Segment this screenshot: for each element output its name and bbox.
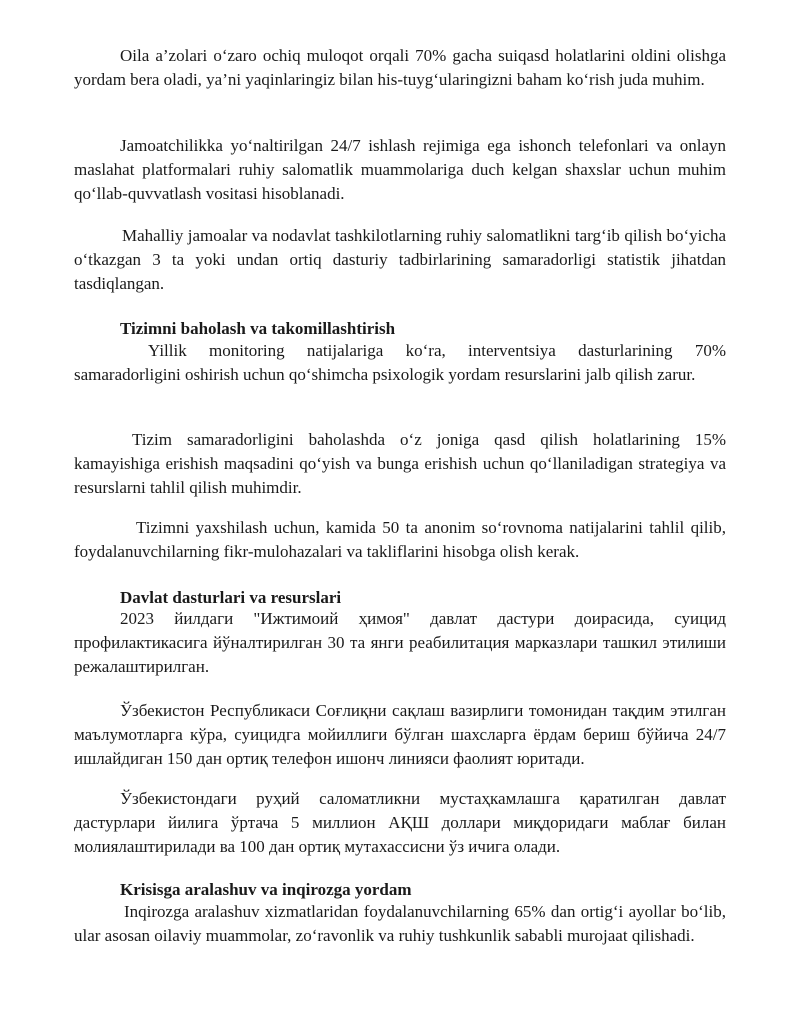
heading-system-evaluation: Tizimni baholash va takomillashtirish — [120, 319, 396, 338]
paragraph-crisis-service-users: Inqirozga aralashuv xizmatlaridan foydalanuvchilarning 65% dan ortig‘i ayollar bo‘lib, ular asosan oilaviy muammolar, zo‘ravonlik va ruhiy tushkunlik sababli murojaat qilishadi. — [74, 902, 726, 945]
paragraph-social-protection-program: 2023 йилдаги "Ижтимоий ҳимоя" давлат дастури доирасида, суицид профилактикасига йўналтирилган 30 та янги реабилитация марказлари ташкил этилиши режалаштирилган. — [74, 609, 726, 676]
heading-crisis-intervention: Krisisga aralashuv va inqirozga yordam — [120, 880, 412, 899]
paragraph-annual-monitoring: Yillik monitoring natijalariga ko‘ra, interventsiya dasturlarining 70% samaradorligini oshirish uchun qo‘shimcha psixologik yordam resurslarini jalb qilish zarur. — [74, 341, 726, 384]
heading-state-programs: Davlat dasturlari va resurslari — [120, 588, 342, 607]
paragraph-community-programs: Mahalliy jamoalar va nodavlat tashkilotlarning ruhiy salomatlikni targ‘ib qilish bo‘yicha o‘tkazgan 3 ta yoki undan ortiq dasturiy tadbirlarining samaradorligi statistik jihatdan tasdiqlangan. — [74, 226, 726, 293]
paragraph-family-communication: Oila a’zolari o‘zaro ochiq muloqot orqali 70% gacha suiqasd holatlarini oldini olishga yordam bera oladi, ya’ni yaqinlaringiz bilan his-tuyg‘ularingizni baham ko‘rish juda muhim. — [74, 46, 726, 89]
paragraph-effectiveness-assessment: Tizim samaradorligini baholashda o‘z joniga qasd qilish holatlarining 15% kamayishiga erishish maqsadini qo‘yish va bunga erishish uchun qo‘llaniladigan strategiya va resurslarni tahlil qilish muhimdir. — [74, 430, 726, 497]
paragraph-hotlines: Jamoatchilikka yo‘naltirilgan 24/7 ishlash rejimiga ega ishonch telefonlari va onlayn maslahat platformalari ruhiy salomatlik muammolariga duch kelgan shaxslar uchun muhim qo‘llab-quvvatlash vositasi hisoblanadi. — [74, 136, 726, 203]
paragraph-system-improvement: Tizimni yaxshilash uchun, kamida 50 ta anonim so‘rovnoma natijalarini tahlil qilib, foydalanuvchilarning fikr-mulohazalari va takliflarini hisobga olish kerak. — [74, 518, 726, 561]
paragraph-ministry-data: Ўзбекистон Республикаси Соғлиқни сақлаш вазирлиги томонидан тақдим этилган маълумотларга кўра, суицидга мойиллиги бўлган шахсларга ёрдам бериш бўйича 24/7 ишлайдиган 150 дан ортиқ телефон ишонч линияси фаолият юритади. — [74, 701, 726, 768]
paragraph-mental-health-funding: Ўзбекистондаги руҳий саломатликни мустаҳкамлашга қаратилган давлат дастурлари йилига ўртача 5 миллион АҚШ доллари миқдоридаги маблағ билан молиялаштирилади ва 100 дан ортиқ мутахассисни ўз ичига олади. — [74, 789, 726, 856]
